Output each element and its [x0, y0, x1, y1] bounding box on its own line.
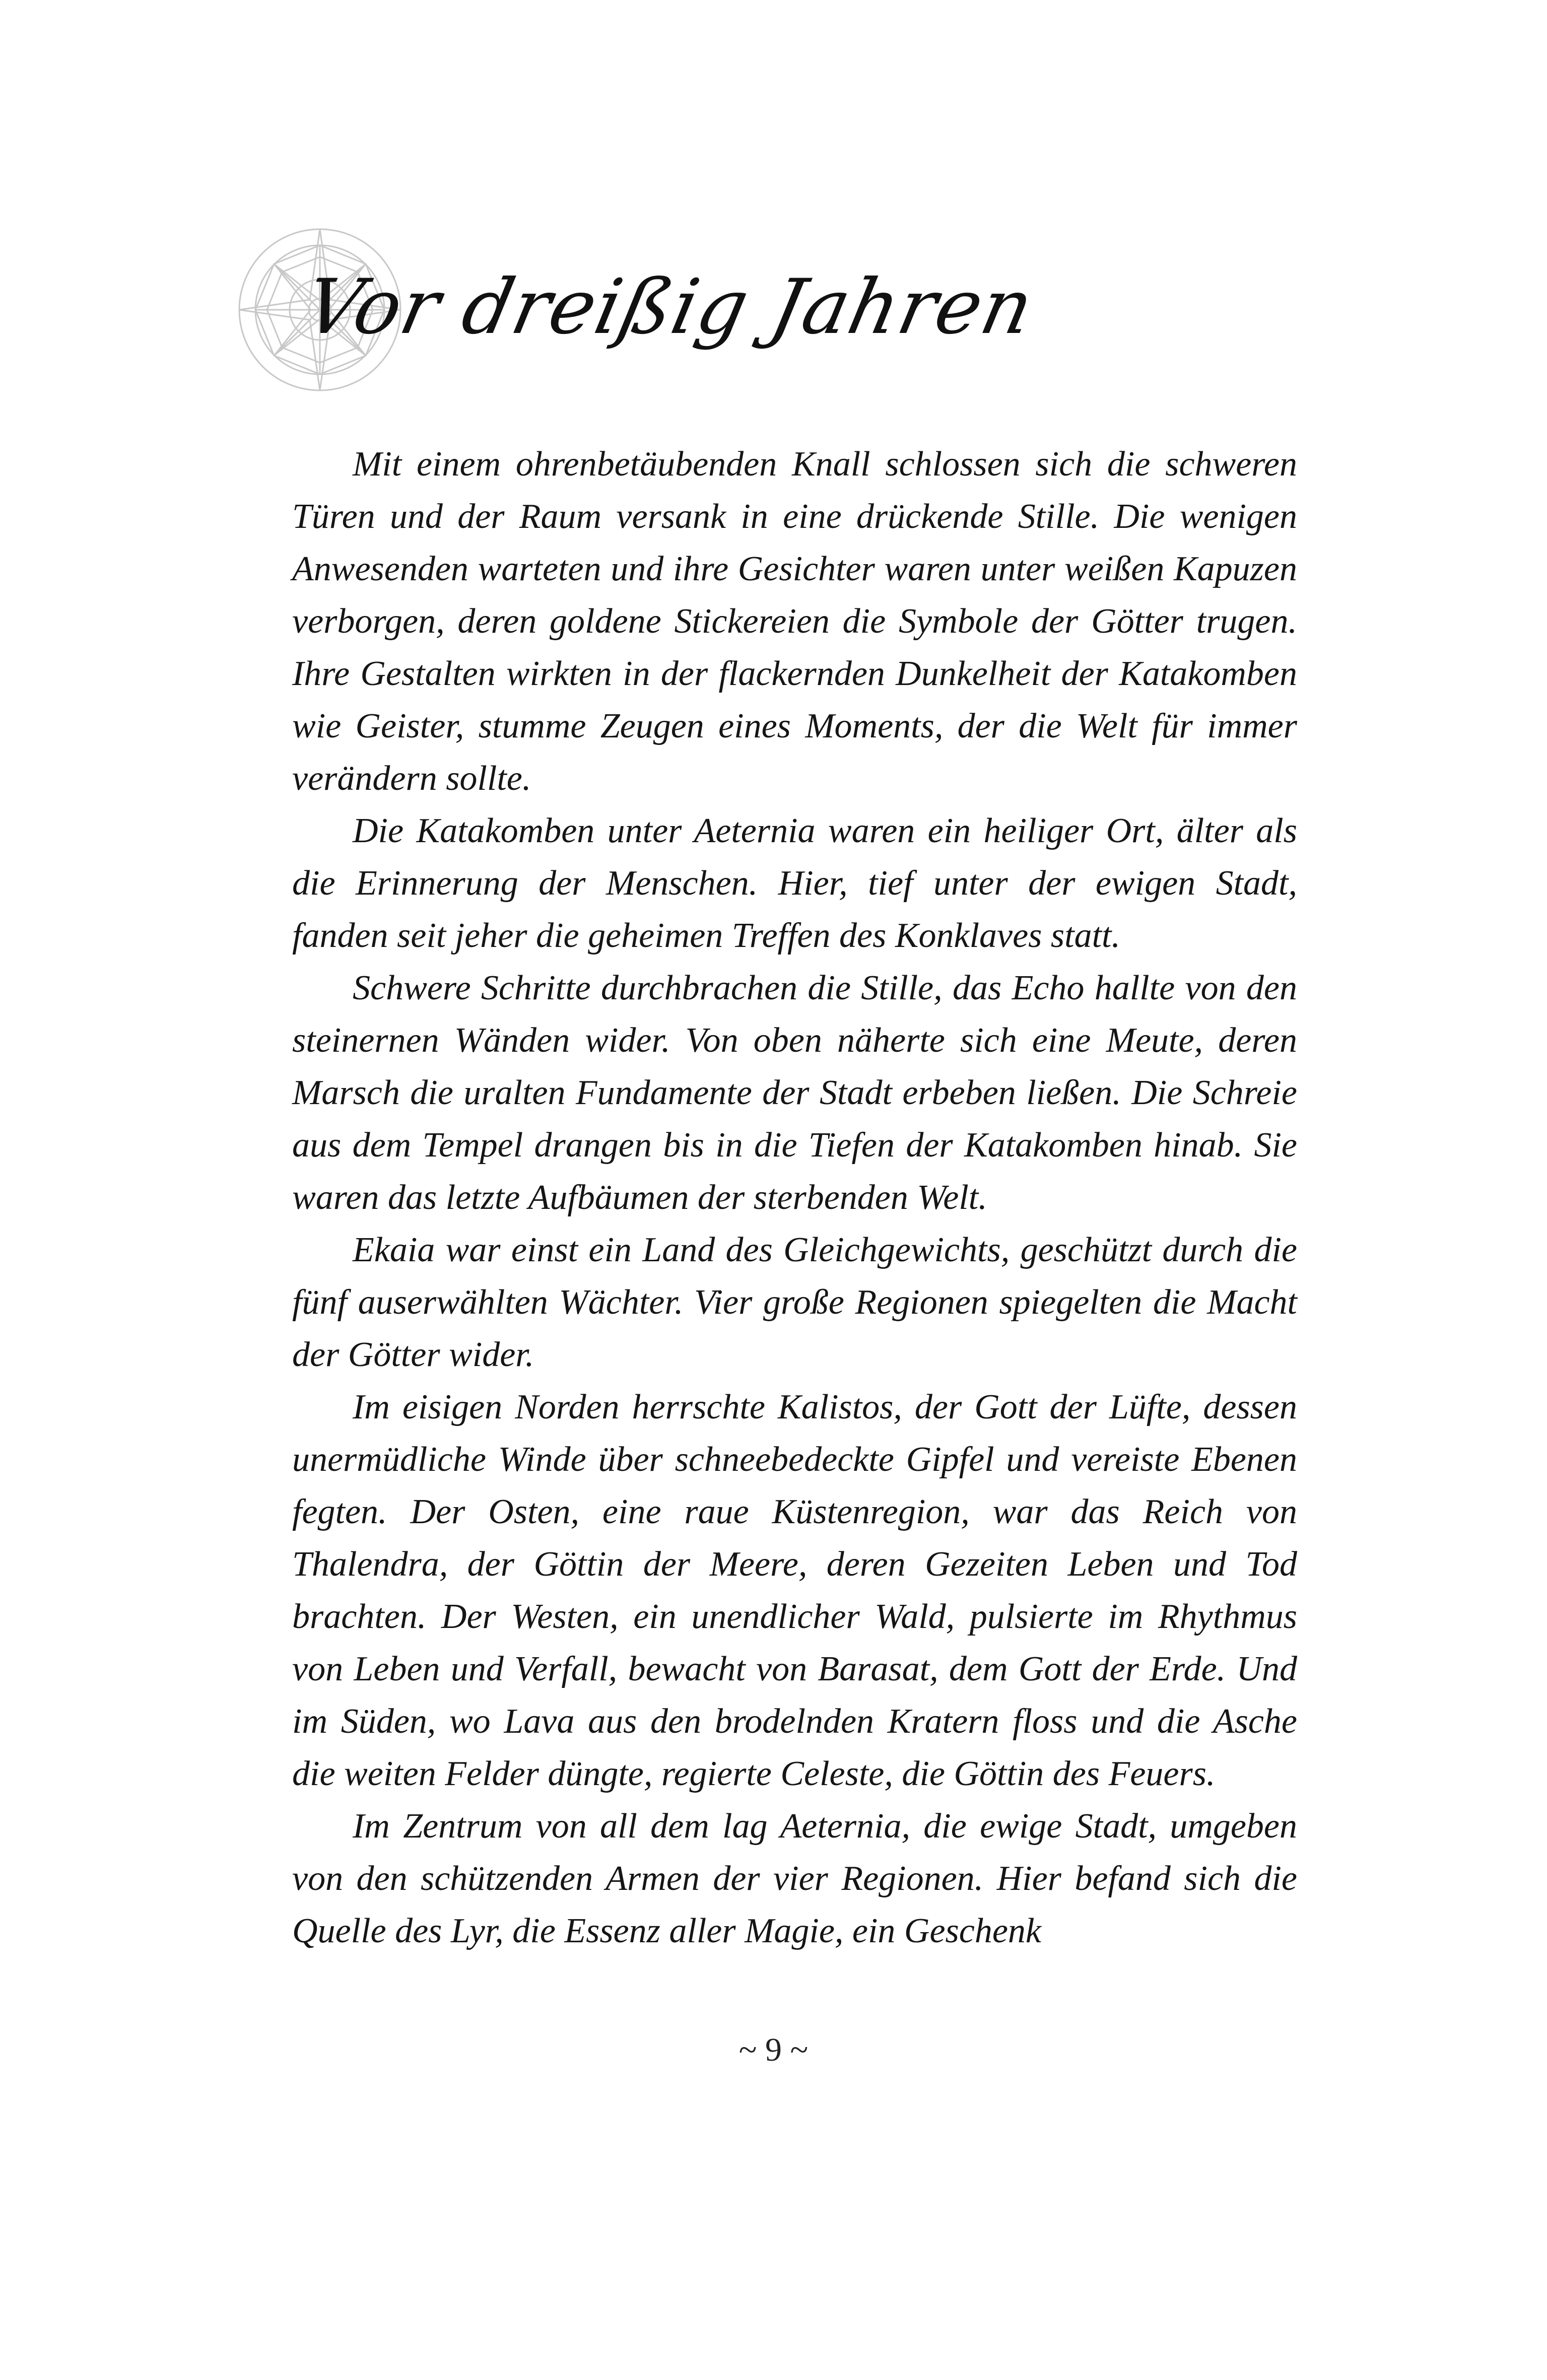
paragraph: Ekaia war einst ein Land des Gleichgewichts, geschützt durch die fünf auserwählten Wächter. Vier große Regionen spiegelten die Macht der Götter wider. — [292, 1231, 1297, 1374]
paragraph: Mit einem ohrenbetäubenden Knall schlossen sich die schweren Türen und der Raum versank in eine drückende Stille. Die wenigen Anwesenden warteten und ihre Gesichter waren unter weißen Kapuzen verborgen, deren goldene Stickereien die Symbole der Götter trugen. Ihre Gestalten wirkten in der flackernden Dunkelheit der Katakomben wie Geister, stumme Zeugen eines Moments, der die Welt für immer verändern sollte. — [292, 445, 1297, 798]
paragraph: Die Katakomben unter Aeternia waren ein heiliger Ort, älter als die Erinnerung der Menschen. Hier, tief unter der ewigen Stadt, fanden seit jeher die geheimen Treffen des Konklaves statt. — [292, 811, 1297, 955]
paragraph: Im eisigen Norden herrschte Kalistos, der Gott der Lüfte, dessen unermüdliche Winde über schneebedeckte Gipfel und vereiste Ebenen fegten. Der Osten, eine raue Küstenregion, war das Reich von Thalendra, der Göttin der Meere, deren Gezeiten Leben und Tod brachten. Der Westen, ein unendlicher Wald, pulsierte im Rhythmus von Leben und Verfall, bewacht von Barasat, dem Gott der Erde. Und im Süden, wo Lava aus den brodelnden Kratern floss und die Asche die weiten Felder düngte, regierte Celeste, die Göttin des Feuers. — [292, 1388, 1297, 1793]
paragraph: Schwere Schritte durchbrachen die Stille, das Echo hallte von den steinernen Wänden wider. Von oben näherte sich eine Meute, deren Marsch die uralten Fundamente der Stadt erbeben ließen. Die Schreie aus dem Tempel drangen bis in die Tiefen der Katakomben hinab. Sie waren das letzte Aufbäumen der sterbenden Welt. — [292, 969, 1297, 1217]
paragraph: Im Zentrum von all dem lag Aeternia, die ewige Stadt, umgeben von den schützenden Armen der vier Regionen. Hier befand sich die Quelle des Lyr, die Essenz aller Magie, ein Geschenk — [292, 1807, 1297, 1950]
page-number: ~ 9 ~ — [738, 2031, 809, 2068]
body-text — [292, 438, 1297, 1957]
chapter-header — [237, 227, 1042, 393]
chapter-title: Vor dreißig Jahren — [297, 263, 1042, 351]
